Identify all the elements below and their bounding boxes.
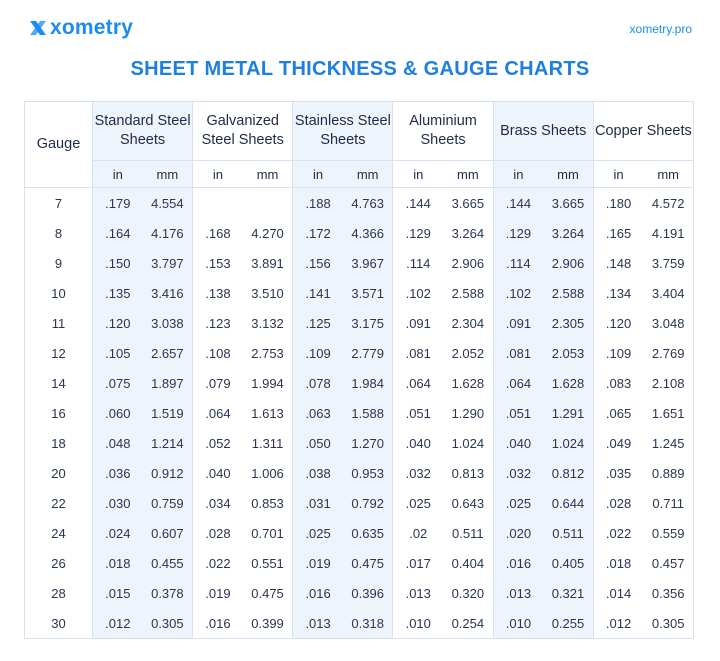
table-row (25, 458, 694, 488)
unit-header-in: in (393, 161, 443, 188)
thickness-in-cell: .022 (193, 548, 243, 578)
thickness-in-cell: .013 (393, 578, 443, 608)
thickness-mm-cell: 0.812 (543, 458, 593, 488)
thickness-mm-cell: 0.551 (251, 555, 284, 571)
thickness-mm-cell: 1.897 (143, 368, 193, 398)
table-row (25, 368, 694, 398)
thickness-mm-cell: 0.356 (651, 585, 685, 601)
unit-header-in: in (193, 161, 243, 188)
thickness-mm-cell: 2.053 (543, 338, 593, 368)
thickness-mm-cell: 0.759 (143, 488, 193, 518)
thickness-mm-cell: 0.475 (343, 548, 393, 578)
thickness-mm-cell: 0.644 (543, 488, 593, 518)
brand-name: xometry (50, 16, 134, 39)
thickness-mm-cell: 3.797 (143, 248, 193, 278)
thickness-in-cell: .129 (493, 218, 543, 248)
thickness-in-cell: .102 (393, 278, 443, 308)
thickness-mm-cell: 1.024 (543, 428, 593, 458)
thickness-mm-cell: 3.510 (251, 285, 284, 301)
table-row (25, 428, 694, 458)
thickness-in-cell: .109 (593, 338, 643, 368)
thickness-in-cell: .120 (93, 308, 143, 338)
thickness-mm-cell: 0.305 (143, 608, 193, 639)
thickness-in-cell: .018 (593, 548, 643, 578)
thickness-mm-cell: 3.759 (651, 255, 685, 271)
brand-logo (28, 16, 133, 40)
thickness-mm-cell: 0.320 (451, 585, 485, 601)
unit-header-mm: mm (343, 161, 393, 188)
thickness-mm-cell: 2.588 (543, 278, 593, 308)
material-group-header: Stainless Steel Sheets (293, 102, 393, 161)
thickness-in-cell: .180 (593, 188, 643, 219)
thickness-mm-cell: 3.048 (651, 315, 685, 331)
thickness-in-cell: .016 (493, 548, 543, 578)
table-row (25, 608, 694, 639)
thickness-in-cell: .135 (93, 278, 143, 308)
thickness-in-cell: .050 (293, 428, 343, 458)
gauge-column-header: Gauge (25, 102, 93, 188)
gauge-cell: 26 (25, 548, 93, 578)
table-row (25, 518, 694, 548)
unit-header-mm: mm (443, 161, 493, 188)
thickness-mm-cell: 2.906 (543, 248, 593, 278)
gauge-cell: 22 (25, 488, 93, 518)
thickness-mm-cell: 0.455 (143, 548, 193, 578)
thickness-in-cell: .081 (393, 338, 443, 368)
material-group-header: Brass Sheets (493, 102, 593, 161)
material-group-header: Copper Sheets (593, 102, 693, 161)
unit-header-mm: mm (643, 161, 693, 188)
thickness-mm-cell: 2.906 (451, 255, 485, 271)
unit-header-mm: mm (143, 161, 193, 188)
page-title: SHEET METAL THICKNESS & GAUGE CHARTS (130, 58, 590, 80)
thickness-in-cell: .108 (193, 338, 243, 368)
material-group-header: Galvanized Steel Sheets (193, 102, 293, 161)
table-row (25, 338, 694, 368)
thickness-in-cell: .105 (93, 338, 143, 368)
xometry-x-icon (28, 18, 48, 38)
thickness-mm-cell: 1.628 (543, 368, 593, 398)
thickness-in-cell: .040 (193, 458, 243, 488)
thickness-mm-cell: 0.305 (651, 615, 685, 631)
thickness-in-cell: .144 (493, 188, 543, 219)
table-row (25, 188, 694, 219)
thickness-mm-cell: 2.657 (143, 338, 193, 368)
thickness-in-cell: .032 (493, 458, 543, 488)
thickness-in-cell: .051 (393, 398, 443, 428)
gauge-cell: 18 (25, 428, 93, 458)
thickness-mm-cell: 3.665 (543, 188, 593, 219)
thickness-mm-cell: 0.559 (651, 525, 685, 541)
thickness-in-cell: .016 (193, 608, 243, 639)
thickness-mm-cell: 3.404 (651, 285, 685, 301)
unit-header-in: in (493, 161, 543, 188)
thickness-in-cell: .064 (193, 398, 243, 428)
thickness-mm-cell: 1.651 (651, 405, 685, 421)
material-group-header: Aluminium Sheets (393, 102, 493, 161)
gauge-cell: 14 (25, 368, 93, 398)
unit-header-in: in (593, 161, 643, 188)
thickness-in-cell: .013 (493, 578, 543, 608)
thickness-in-cell: .014 (593, 578, 643, 608)
thickness-in-cell: .125 (293, 308, 343, 338)
thickness-mm-cell: 0.254 (451, 615, 485, 631)
thickness-mm-cell: 2.304 (451, 315, 485, 331)
thickness-mm-cell: 2.108 (651, 375, 685, 391)
thickness-mm-cell: 1.311 (251, 435, 284, 451)
gauge-cell: 20 (25, 458, 93, 488)
thickness-in-cell: .120 (593, 308, 643, 338)
thickness-mm-cell: 1.006 (251, 465, 284, 481)
thickness-in-cell: .012 (93, 608, 143, 639)
thickness-in-cell: .030 (93, 488, 143, 518)
table-row (25, 308, 694, 338)
thickness-mm-cell: 0.255 (543, 608, 593, 639)
thickness-in-cell: .018 (93, 548, 143, 578)
thickness-mm-cell: 3.264 (451, 225, 485, 241)
thickness-mm-cell: 0.813 (451, 465, 485, 481)
thickness-in-cell: .134 (593, 278, 643, 308)
thickness-in-cell: .153 (193, 248, 243, 278)
table-row (25, 578, 694, 608)
thickness-mm-cell: 4.191 (651, 225, 685, 241)
thickness-mm-cell: 1.984 (343, 368, 393, 398)
thickness-in-cell: .02 (393, 518, 443, 548)
thickness-mm-cell: 0.318 (343, 608, 393, 639)
thickness-in-cell: .164 (93, 218, 143, 248)
thickness-mm-cell: 3.967 (343, 248, 393, 278)
thickness-mm-cell: 0.457 (651, 555, 685, 571)
thickness-mm-cell: 4.572 (651, 195, 685, 211)
thickness-in-cell: .052 (193, 428, 243, 458)
thickness-mm-cell: 1.270 (343, 428, 393, 458)
table-row (25, 218, 694, 248)
table-row (25, 278, 694, 308)
thickness-mm-cell: 4.763 (343, 188, 393, 219)
gauge-cell: 11 (25, 308, 93, 338)
thickness-mm-cell: 4.366 (343, 218, 393, 248)
thickness-in-cell: .060 (93, 398, 143, 428)
thickness-mm-cell: 0.792 (343, 488, 393, 518)
gauge-cell: 16 (25, 398, 93, 428)
thickness-mm-cell (243, 188, 293, 219)
thickness-in-cell: .165 (593, 218, 643, 248)
thickness-mm-cell: 4.270 (251, 225, 284, 241)
thickness-in-cell: .025 (293, 518, 343, 548)
thickness-mm-cell: 3.416 (143, 278, 193, 308)
gauge-cell: 10 (25, 278, 93, 308)
thickness-in-cell: .102 (493, 278, 543, 308)
thickness-mm-cell: 3.175 (343, 308, 393, 338)
thickness-in-cell: .028 (193, 518, 243, 548)
thickness-in-cell: .022 (593, 518, 643, 548)
thickness-in-cell: .150 (93, 248, 143, 278)
thickness-in-cell: .020 (493, 518, 543, 548)
thickness-mm-cell: 0.607 (143, 518, 193, 548)
thickness-in-cell: .028 (593, 488, 643, 518)
thickness-mm-cell: 1.245 (651, 435, 685, 451)
thickness-in-cell: .063 (293, 398, 343, 428)
thickness-in-cell: .049 (593, 428, 643, 458)
material-group-header: Standard Steel Sheets (93, 102, 193, 161)
gauge-cell: 12 (25, 338, 93, 368)
thickness-mm-cell: 0.404 (451, 555, 485, 571)
thickness-mm-cell: 4.176 (143, 218, 193, 248)
thickness-mm-cell: 0.889 (651, 465, 685, 481)
thickness-in-cell: .179 (93, 188, 143, 219)
thickness-in-cell: .025 (493, 488, 543, 518)
thickness-in-cell: .035 (593, 458, 643, 488)
thickness-in-cell: .168 (193, 218, 243, 248)
thickness-in-cell: .010 (393, 608, 443, 639)
site-url: xometry.pro (629, 22, 692, 36)
gauge-cell: 9 (25, 248, 93, 278)
thickness-mm-cell: 0.511 (543, 518, 593, 548)
thickness-in-cell: .038 (293, 458, 343, 488)
thickness-in-cell: .172 (293, 218, 343, 248)
thickness-in-cell: .040 (493, 428, 543, 458)
thickness-mm-cell: 0.853 (251, 495, 284, 511)
thickness-mm-cell: 1.588 (343, 398, 393, 428)
thickness-in-cell: .091 (393, 308, 443, 338)
thickness-in-cell: .051 (493, 398, 543, 428)
thickness-in-cell: .016 (293, 578, 343, 608)
thickness-mm-cell: 2.779 (343, 338, 393, 368)
thickness-in-cell: .064 (393, 368, 443, 398)
unit-header-mm: mm (243, 161, 293, 188)
thickness-in-cell: .019 (293, 548, 343, 578)
thickness-in-cell: .109 (293, 338, 343, 368)
table-body (25, 188, 694, 639)
thickness-mm-cell: 0.953 (343, 458, 393, 488)
table-row (25, 488, 694, 518)
thickness-in-cell: .129 (393, 218, 443, 248)
thickness-mm-cell: 1.994 (251, 375, 284, 391)
thickness-mm-cell: 1.291 (543, 398, 593, 428)
gauge-cell: 7 (25, 188, 93, 219)
thickness-mm-cell: 0.475 (251, 585, 284, 601)
thickness-in-cell: .040 (393, 428, 443, 458)
table-row (25, 248, 694, 278)
thickness-mm-cell: 0.321 (543, 578, 593, 608)
thickness-in-cell: .079 (193, 368, 243, 398)
thickness-mm-cell: 0.378 (143, 578, 193, 608)
thickness-mm-cell: 3.665 (451, 195, 485, 211)
thickness-in-cell: .081 (493, 338, 543, 368)
thickness-mm-cell: 2.588 (451, 285, 485, 301)
thickness-in-cell: .010 (493, 608, 543, 639)
thickness-in-cell: .017 (393, 548, 443, 578)
thickness-mm-cell: 0.701 (251, 525, 284, 541)
thickness-in-cell: .188 (293, 188, 343, 219)
thickness-in-cell: .114 (393, 248, 443, 278)
unit-header-mm: mm (543, 161, 593, 188)
thickness-mm-cell: 1.628 (451, 375, 485, 391)
thickness-mm-cell: 0.396 (343, 578, 393, 608)
thickness-mm-cell: 1.519 (143, 398, 193, 428)
thickness-mm-cell: 0.399 (251, 615, 284, 631)
thickness-in-cell: .031 (293, 488, 343, 518)
thickness-mm-cell: 2.305 (543, 308, 593, 338)
thickness-in-cell: .015 (93, 578, 143, 608)
gauge-cell: 8 (25, 218, 93, 248)
table-row (25, 548, 694, 578)
thickness-mm-cell: 3.891 (251, 255, 284, 271)
thickness-mm-cell: 3.571 (343, 278, 393, 308)
thickness-mm-cell: 2.052 (451, 345, 485, 361)
unit-header-row (25, 161, 694, 188)
gauge-table (24, 101, 694, 639)
thickness-in-cell: .036 (93, 458, 143, 488)
thickness-in-cell: .114 (493, 248, 543, 278)
thickness-mm-cell: 0.912 (143, 458, 193, 488)
unit-header-in: in (293, 161, 343, 188)
thickness-mm-cell: 1.214 (143, 428, 193, 458)
thickness-in-cell: .048 (93, 428, 143, 458)
thickness-in-cell (193, 188, 243, 219)
thickness-in-cell: .013 (293, 608, 343, 639)
thickness-mm-cell: 3.038 (143, 308, 193, 338)
thickness-in-cell: .075 (93, 368, 143, 398)
thickness-in-cell: .144 (393, 188, 443, 219)
gauge-cell: 30 (25, 608, 93, 639)
thickness-in-cell: .024 (93, 518, 143, 548)
thickness-mm-cell: 0.643 (451, 495, 485, 511)
thickness-mm-cell: 1.290 (451, 405, 485, 421)
thickness-mm-cell: 1.024 (451, 435, 485, 451)
thickness-in-cell: .064 (493, 368, 543, 398)
thickness-in-cell: .032 (393, 458, 443, 488)
thickness-mm-cell: 0.635 (343, 518, 393, 548)
thickness-in-cell: .019 (193, 578, 243, 608)
thickness-mm-cell: 3.132 (251, 315, 284, 331)
thickness-in-cell: .156 (293, 248, 343, 278)
thickness-in-cell: .091 (493, 308, 543, 338)
thickness-in-cell: .034 (193, 488, 243, 518)
thickness-in-cell: .148 (593, 248, 643, 278)
thickness-in-cell: .078 (293, 368, 343, 398)
thickness-mm-cell: 0.511 (452, 525, 484, 541)
thickness-mm-cell: 0.405 (543, 548, 593, 578)
thickness-mm-cell: 2.753 (251, 345, 284, 361)
gauge-cell: 28 (25, 578, 93, 608)
unit-header-in: in (93, 161, 143, 188)
thickness-in-cell: .083 (593, 368, 643, 398)
thickness-mm-cell: 0.711 (652, 495, 684, 511)
group-header-row (25, 102, 694, 161)
thickness-in-cell: .141 (293, 278, 343, 308)
thickness-mm-cell: 4.554 (143, 188, 193, 219)
thickness-in-cell: .025 (393, 488, 443, 518)
thickness-in-cell: .012 (593, 608, 643, 639)
thickness-in-cell: .138 (193, 278, 243, 308)
thickness-in-cell: .123 (193, 308, 243, 338)
thickness-mm-cell: 3.264 (543, 218, 593, 248)
gauge-cell: 24 (25, 518, 93, 548)
thickness-mm-cell: 1.613 (251, 405, 284, 421)
table-row (25, 398, 694, 428)
thickness-in-cell: .065 (593, 398, 643, 428)
thickness-mm-cell: 2.769 (651, 345, 685, 361)
